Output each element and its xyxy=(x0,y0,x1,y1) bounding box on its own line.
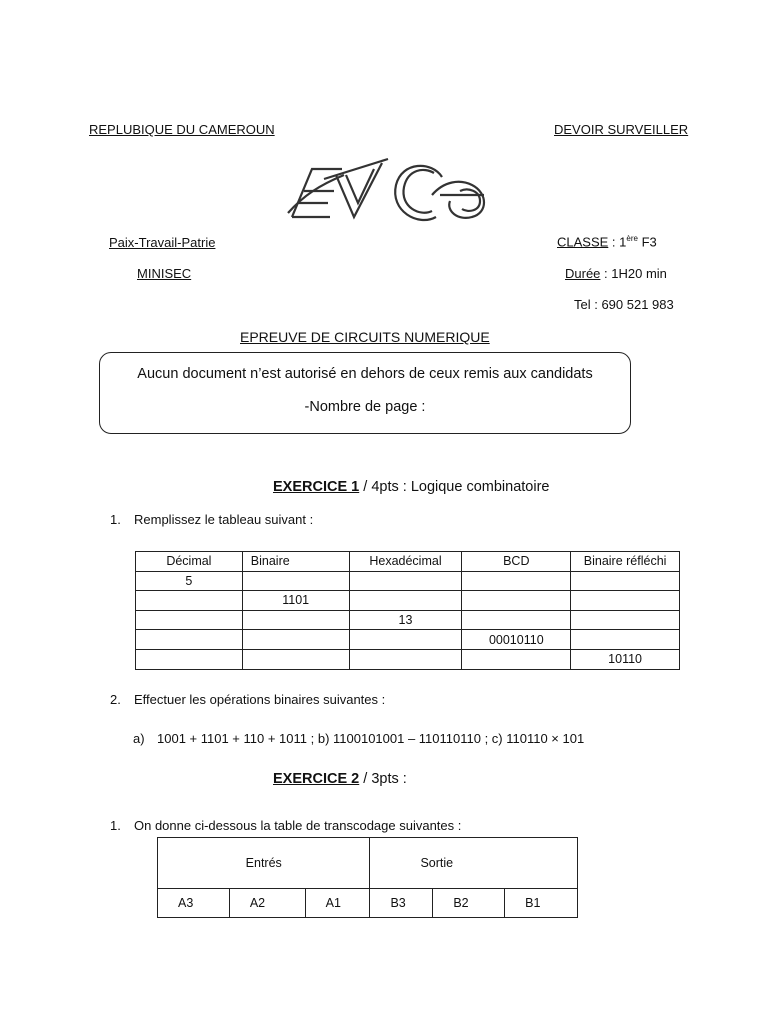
table-cell xyxy=(242,571,349,591)
operation-text: 1001 + 1101 + 110 + 1011 ; b) 1100101001 – 110110110 ; c) 110110 × 101 xyxy=(157,731,585,746)
ministry: MINISEC xyxy=(137,266,192,281)
table-row xyxy=(136,630,680,650)
header-cell: B2 xyxy=(433,889,505,918)
exercise1-question-2 xyxy=(110,692,385,707)
table-cell xyxy=(136,591,243,611)
question-text: Effectuer les opérations binaires suivantes : xyxy=(134,692,386,707)
exercise2-heading xyxy=(273,771,407,787)
table-cell xyxy=(349,649,462,669)
header-cell: A1 xyxy=(305,889,370,918)
header-cell: Décimal xyxy=(136,552,243,572)
header-cell: Binaire réfléchi xyxy=(571,552,680,572)
table-cell xyxy=(349,591,462,611)
notice-line-1: Aucun document n’est autorisé en dehors de ceux remis aux candidats xyxy=(137,366,593,382)
table-header-row xyxy=(136,552,680,572)
exercise1-question-1 xyxy=(110,512,313,527)
transcoding-table xyxy=(157,837,578,918)
duree-label: Durée xyxy=(565,266,601,281)
table-row xyxy=(136,571,680,591)
table-header-row xyxy=(158,889,578,918)
table-cell xyxy=(136,610,243,630)
table-cell: 5 xyxy=(136,571,243,591)
table-cell xyxy=(462,649,571,669)
group-inputs: Entrés xyxy=(158,838,370,889)
table-cell xyxy=(242,649,349,669)
classe-line xyxy=(557,234,657,249)
duree-value: : 1H20 min xyxy=(600,266,667,281)
table-cell xyxy=(242,610,349,630)
table-cell xyxy=(136,630,243,650)
table-cell: 00010110 xyxy=(462,630,571,650)
header-exam-type: DEVOIR SURVEILLER xyxy=(554,122,689,137)
table-cell xyxy=(571,610,680,630)
table-cell xyxy=(462,610,571,630)
exercise1-operations xyxy=(133,731,584,746)
motto: Paix-Travail-Patrie xyxy=(109,235,216,250)
table-cell xyxy=(571,591,680,611)
table-cell xyxy=(136,649,243,669)
exercise2-subtitle: / 3pts : xyxy=(359,771,407,787)
notice-box xyxy=(99,352,631,434)
table-cell xyxy=(571,630,680,650)
exercise2-title: EXERCICE 2 xyxy=(273,771,360,787)
question-text: Remplissez le tableau suivant : xyxy=(134,512,314,527)
exercise1-heading xyxy=(273,479,549,495)
table-row xyxy=(136,591,680,611)
exercise1-title: EXERCICE 1 xyxy=(273,479,360,495)
header-cell: Hexadécimal xyxy=(349,552,462,572)
header-cell: B3 xyxy=(370,889,433,918)
question-number: 2. xyxy=(110,692,121,707)
table-cell: 13 xyxy=(349,610,462,630)
conversion-table xyxy=(135,551,680,670)
classe-sup: ère xyxy=(626,234,638,243)
notice-line-2: -Nombre de page : xyxy=(304,399,426,415)
table-cell: 1101 xyxy=(242,591,349,611)
header-cell: B1 xyxy=(505,889,578,918)
header-cell: A3 xyxy=(158,889,230,918)
classe-label: CLASSE xyxy=(557,234,609,250)
table-cell: 10110 xyxy=(571,649,680,669)
header-cell: Binaire xyxy=(242,552,349,572)
header-cell: A2 xyxy=(229,889,305,918)
operation-label: a) xyxy=(133,731,145,746)
question-text: On donne ci-dessous la table de transcodage suivantes : xyxy=(134,818,462,833)
telephone: Tel : 690 521 983 xyxy=(574,297,674,312)
question-number: 1. xyxy=(110,512,121,527)
header-cell: BCD xyxy=(462,552,571,572)
table-cell xyxy=(462,571,571,591)
table-cell xyxy=(242,630,349,650)
classe-suffix: F3 xyxy=(637,234,657,250)
group-outputs: Sortie xyxy=(370,838,578,889)
table-group-row xyxy=(158,838,578,889)
table-cell xyxy=(571,571,680,591)
question-number: 1. xyxy=(110,818,121,833)
duree-line xyxy=(565,266,667,281)
school-logo xyxy=(284,155,506,231)
table-cell xyxy=(349,630,462,650)
exercise1-subtitle: / 4pts : Logique combinatoire xyxy=(359,479,550,495)
table-row xyxy=(136,610,680,630)
table-cell xyxy=(462,591,571,611)
table-cell xyxy=(349,571,462,591)
table-row xyxy=(136,649,680,669)
exam-title: EPREUVE DE CIRCUITS NUMERIQUE xyxy=(240,329,490,345)
exercise2-question-1 xyxy=(110,818,461,833)
classe-sep: : 1 xyxy=(608,234,627,250)
header-country: REPLUBIQUE DU CAMEROUN xyxy=(89,122,275,137)
